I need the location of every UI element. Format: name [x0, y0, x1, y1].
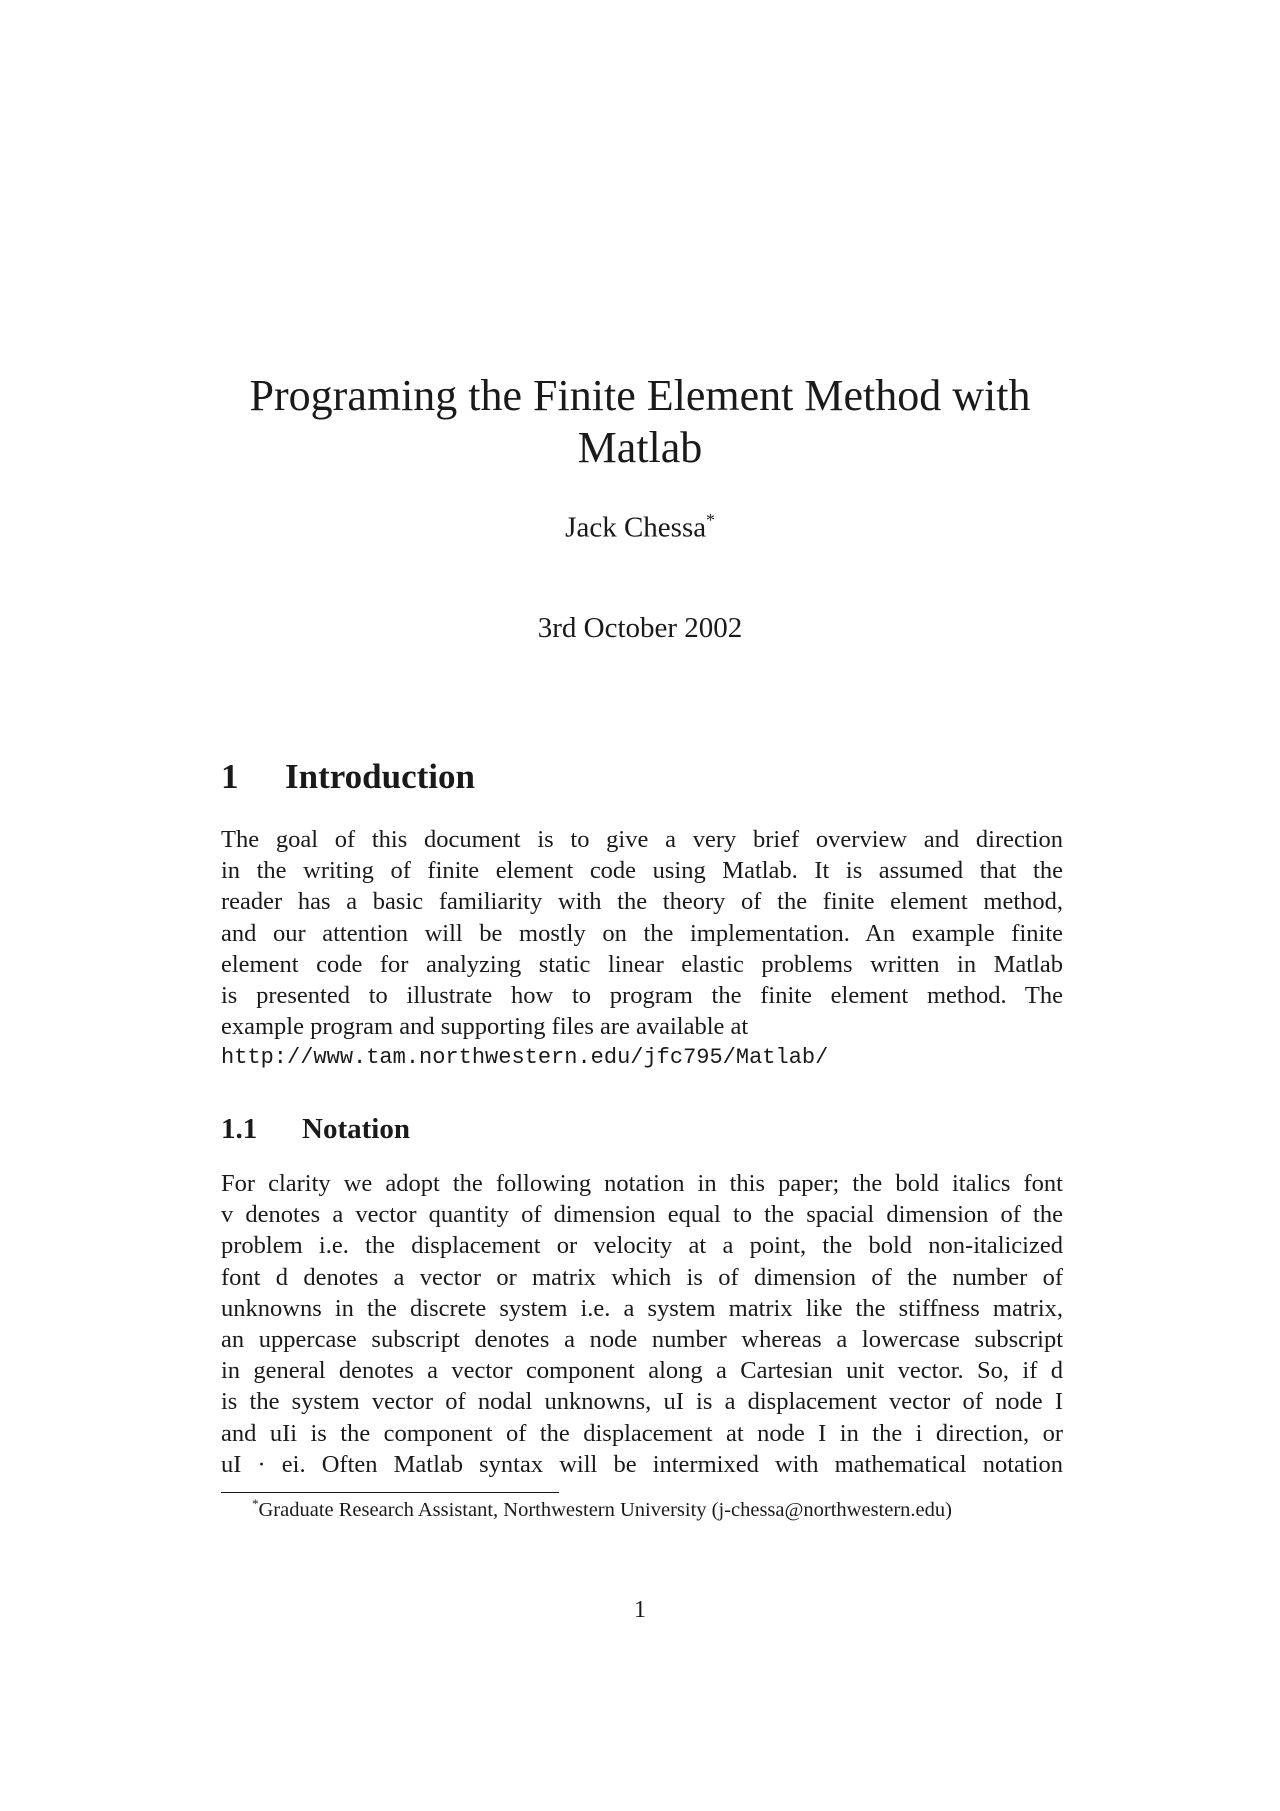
paper-title-line-1: Programing the Finite Element Method with	[249, 371, 1031, 420]
intro-line: and our attention will be mostly on the implementation. An example finite	[221, 919, 1063, 947]
notation-line: uI · ei. Often Matlab syntax will be intermixed with mathematical notation	[221, 1450, 1063, 1478]
notation-line: in general denotes a vector component along a Cartesian unit vector. So, if d	[221, 1357, 1063, 1385]
notation-line: is the system vector of nodal unknowns, uI is a displacement vector of node I	[221, 1388, 1063, 1416]
section-heading-introduction	[221, 757, 475, 797]
author-line	[0, 510, 1280, 545]
author-footnote-mark: *	[706, 510, 715, 530]
notation-paragraph	[221, 1168, 1063, 1480]
section-number: 1	[221, 757, 239, 796]
intro-url-link[interactable]: http://www.tam.northwestern.edu/jfc795/Matlab/	[221, 1045, 829, 1071]
notation-line: For clarity we adopt the following notation in this paper; the bold italics font	[221, 1170, 1063, 1197]
subsection-title: Notation	[302, 1113, 410, 1145]
page-number: 1	[634, 1597, 646, 1623]
notation-line: an uppercase subscript denotes a node number whereas a lowercase subscript	[221, 1326, 1063, 1354]
intro-line: in the writing of finite element code using Matlab. It is assumed that the	[221, 857, 1063, 885]
author-name: Jack Chessa	[565, 511, 707, 544]
subsection-number: 1.1	[221, 1113, 258, 1145]
introduction-paragraph	[221, 824, 1063, 1074]
intro-line: example program and supporting files are available at	[221, 1013, 749, 1041]
subsection-heading-notation	[221, 1113, 410, 1146]
notation-line: unknowns in the discrete system i.e. a system matrix like the stiffness matrix,	[221, 1294, 1063, 1322]
section-title: Introduction	[285, 757, 475, 796]
intro-line: element code for analyzing static linear elastic problems written in Matlab	[221, 950, 1063, 978]
footnote-mark: *	[252, 1496, 259, 1511]
footnote	[252, 1496, 952, 1522]
footnote-text: Graduate Research Assistant, Northwestern University (j-chessa@northwestern.edu)	[258, 1498, 952, 1521]
paper-date: 3rd October 2002	[537, 612, 743, 644]
intro-line: The goal of this document is to give a very brief overview and direction	[221, 826, 1063, 853]
footnote-divider	[221, 1492, 559, 1493]
paper-title-line-2: Matlab	[577, 423, 703, 472]
notation-line: font d denotes a vector or matrix which is of dimension of the number of	[221, 1263, 1063, 1291]
intro-line: is presented to illustrate how to program the finite element method. The	[221, 982, 1063, 1010]
notation-line: v denotes a vector quantity of dimension equal to the spacial dimension of the	[221, 1201, 1063, 1229]
notation-line: and uIi is the component of the displacement at node I in the i direction, or	[221, 1419, 1063, 1447]
intro-line: reader has a basic familiarity with the theory of the finite element method,	[221, 888, 1063, 916]
notation-line: problem i.e. the displacement or velocity at a point, the bold non-italicized	[221, 1232, 1063, 1260]
paper-title	[0, 370, 1280, 474]
